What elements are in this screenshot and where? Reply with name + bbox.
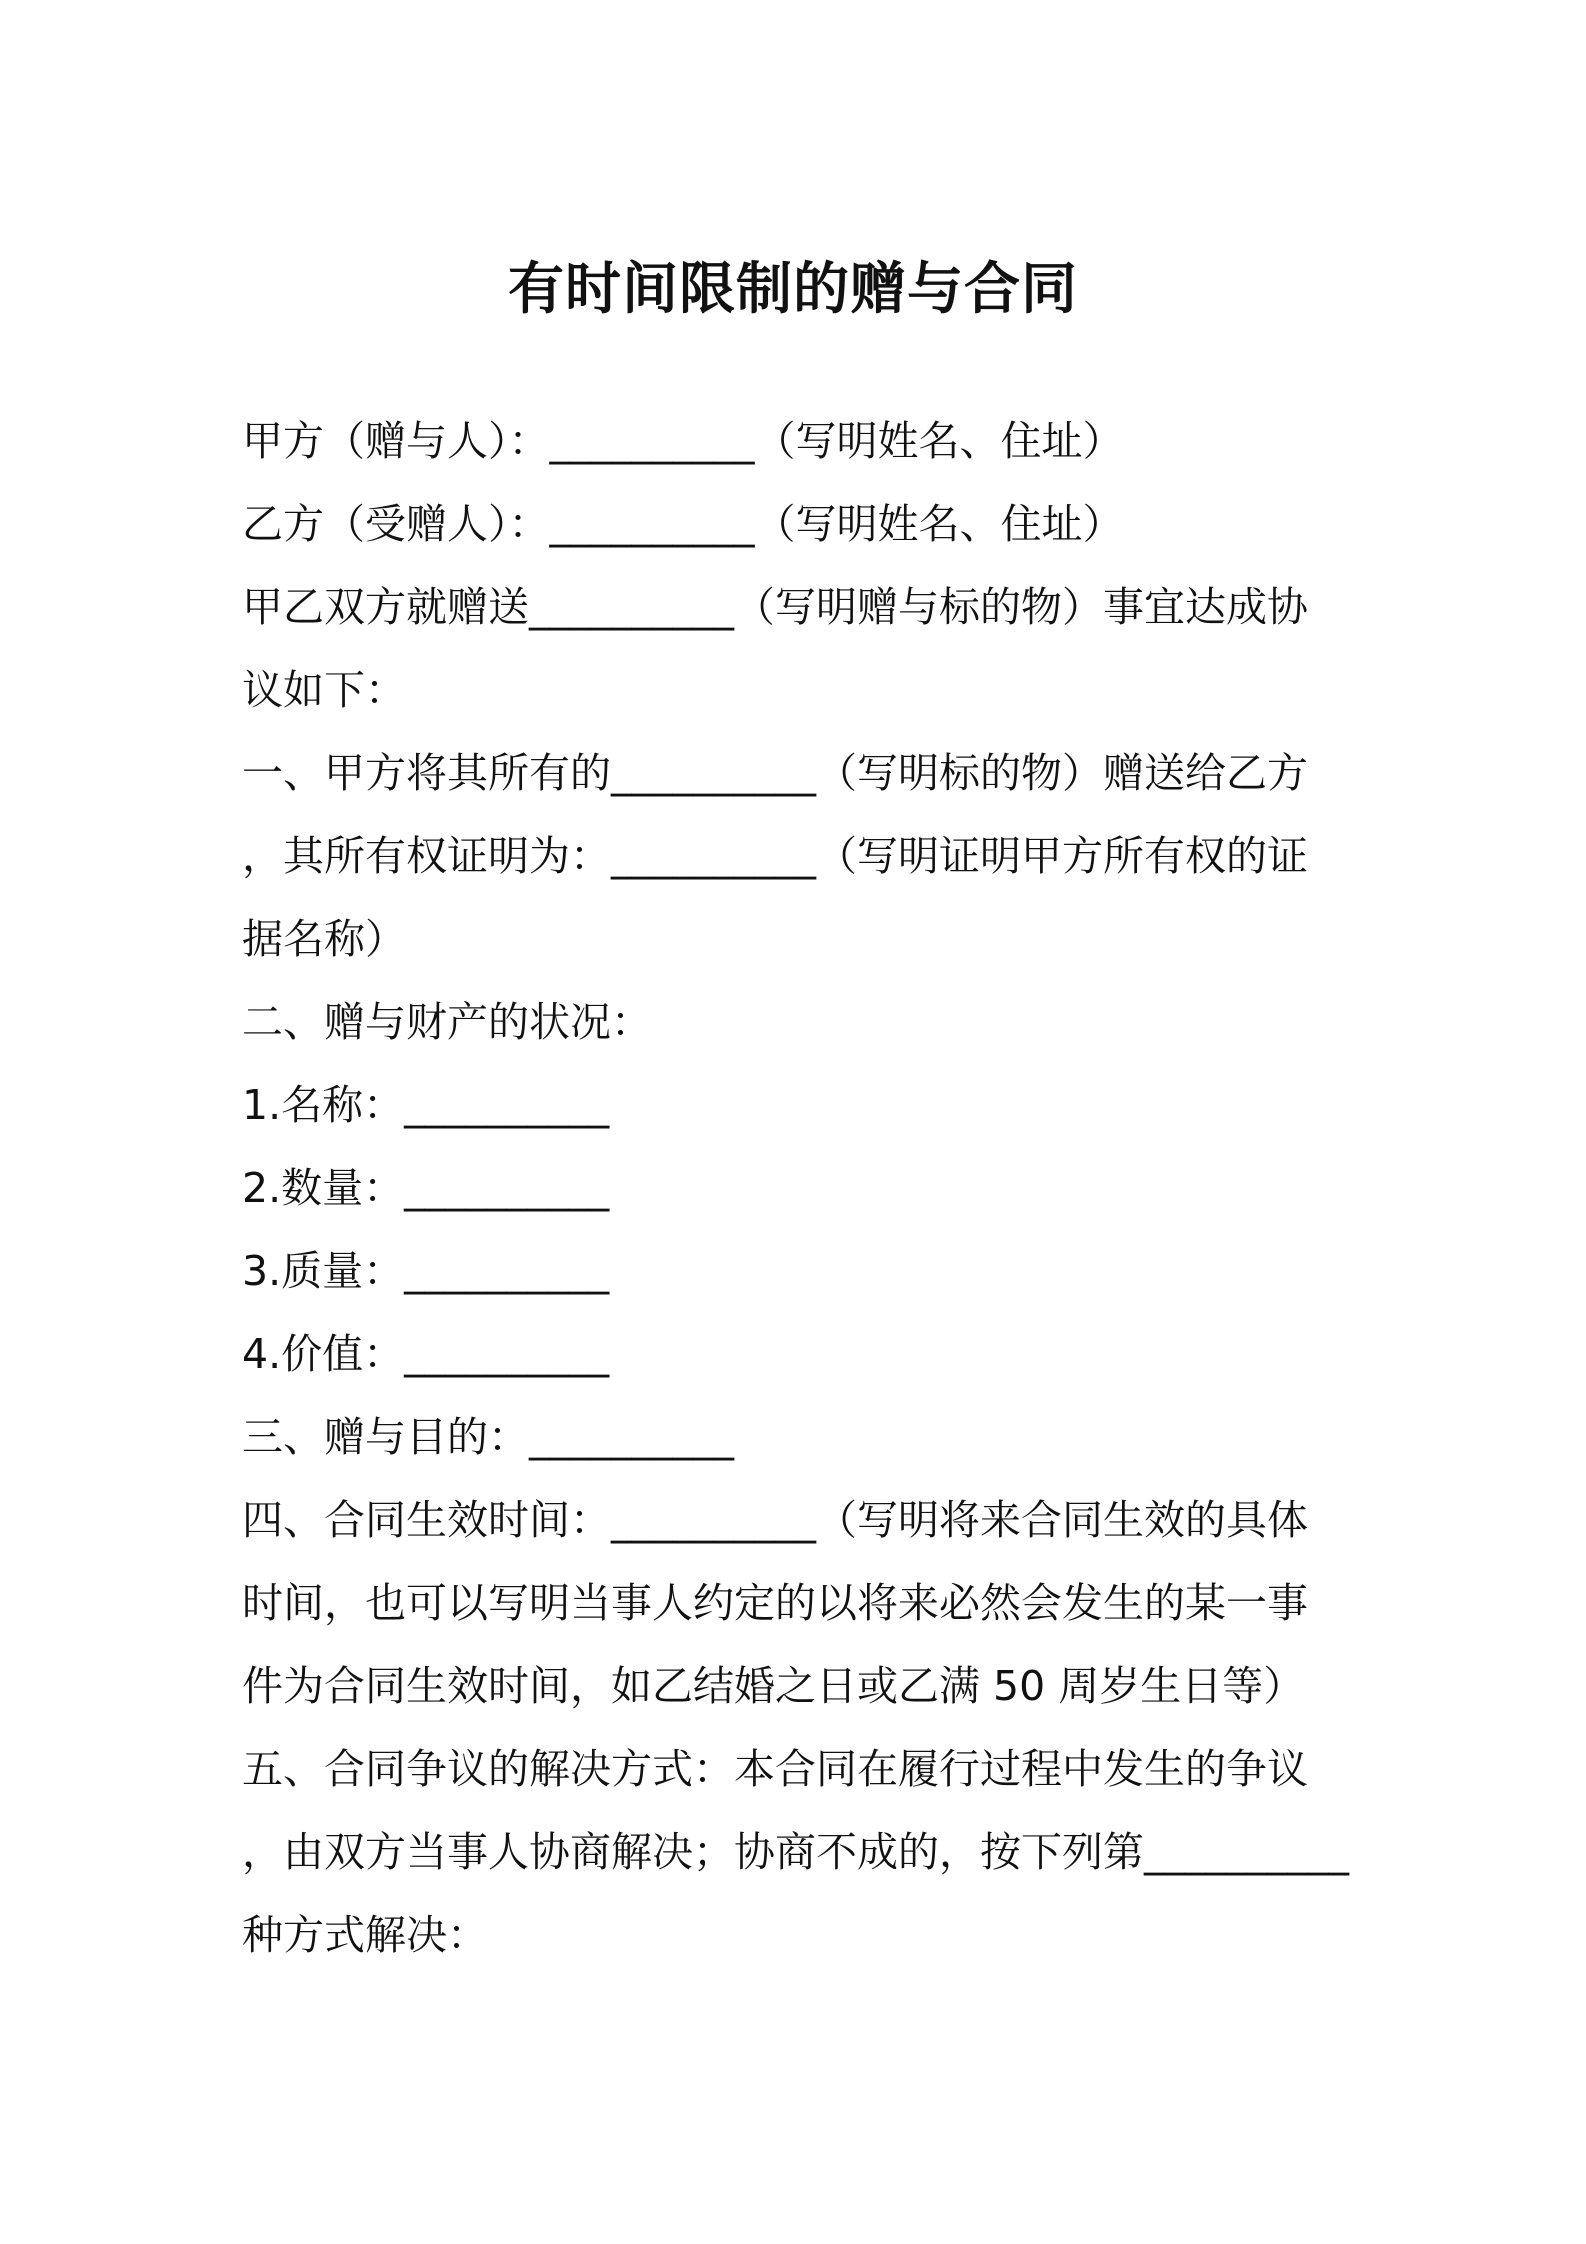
party-a-line: 甲方（赠与人）：__________（写明姓名、住址） bbox=[242, 417, 1124, 465]
party-b-line: 乙方（受赠人）：__________（写明姓名、住址） bbox=[242, 500, 1124, 548]
agreement-intro-line-1: 甲乙双方就赠送__________（写明赠与标的物）事宜达成协 bbox=[242, 583, 1308, 631]
clause-3-line: 三、赠与目的：__________ bbox=[242, 1413, 734, 1461]
clause-2-item-quantity: 2.数量：__________ bbox=[242, 1164, 610, 1212]
clause-2-item-name: 1.名称：__________ bbox=[242, 1081, 610, 1129]
clause-4-line-2: 时间，也可以写明当事人约定的以将来必然会发生的某一事 bbox=[242, 1579, 1308, 1627]
document-body bbox=[242, 400, 1352, 1977]
clause-2-item-value: 4.价值：__________ bbox=[242, 1330, 610, 1378]
clause-5-line-3: 种方式解决： bbox=[242, 1911, 488, 1959]
clause-5-line-1: 五、合同争议的解决方式：本合同在履行过程中发生的争议 bbox=[242, 1745, 1308, 1793]
clause-5-line-2: ，由双方当事人协商解决；协商不成的，按下列第__________ bbox=[242, 1828, 1349, 1876]
clause-1-line-2: ，其所有权证明为：__________（写明证明甲方所有权的证 bbox=[242, 832, 1308, 880]
clause-4-line-3: 件为合同生效时间，如乙结婚之日或乙满 50 周岁生日等） bbox=[242, 1662, 1305, 1710]
document-title: 有时间限制的赠与合同 bbox=[508, 257, 1078, 322]
clause-1-line-1: 一、甲方将其所有的__________（写明标的物）赠送给乙方 bbox=[242, 749, 1308, 797]
agreement-intro-line-2: 议如下： bbox=[242, 666, 406, 714]
clause-1-line-3: 据名称） bbox=[242, 915, 406, 963]
clause-4-line-1: 四、合同生效时间：__________（写明将来合同生效的具体 bbox=[242, 1496, 1308, 1544]
clause-2-heading: 二、赠与财产的状况： bbox=[242, 998, 652, 1046]
clause-2-item-quality: 3.质量：__________ bbox=[242, 1247, 610, 1295]
